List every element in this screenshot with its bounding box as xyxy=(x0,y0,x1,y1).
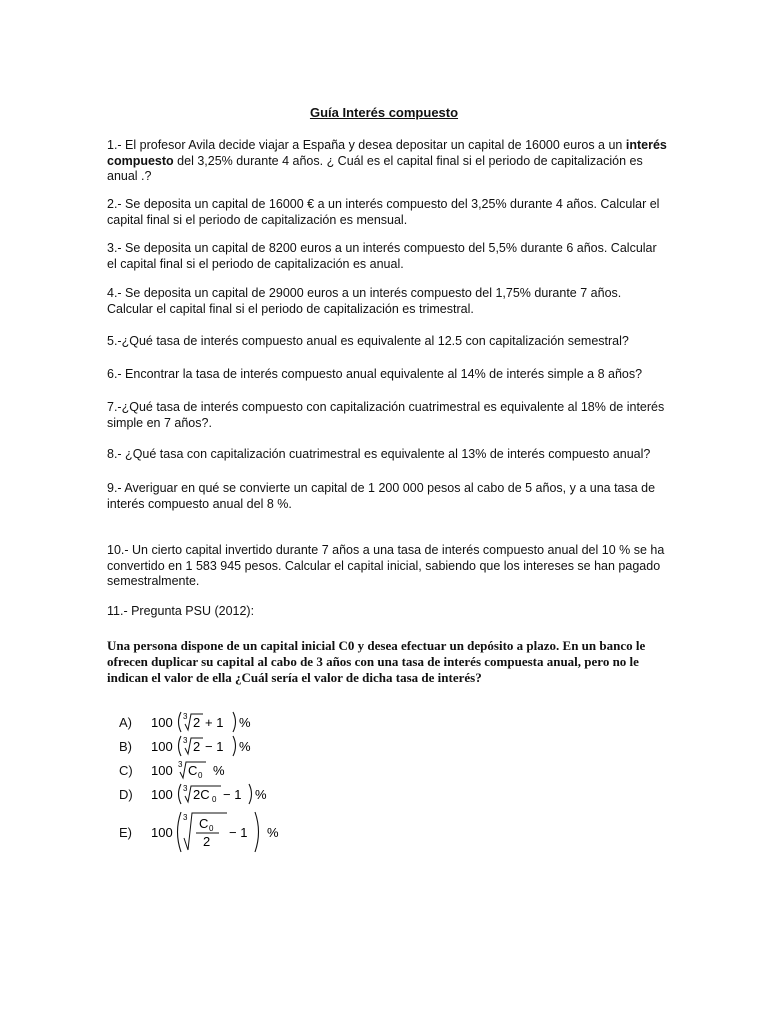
option-d-formula xyxy=(151,782,281,806)
option-d-pct: % xyxy=(255,787,267,802)
option-b-coef: 100 xyxy=(151,739,173,754)
question-1-text-b: del 3,25% durante 4 años. ¿ Cuál es el capital final si el periodo de capitalización es anual .? xyxy=(107,153,643,183)
option-c-sub: 0 xyxy=(198,771,203,780)
question-4: 4.- Se deposita un capital de 29000 euros a un interés compuesto del 1,75% durante 7 años. Calcular el capital final si el periodo de capitalización es trimestral. xyxy=(107,286,622,316)
option-d-index: 3 xyxy=(183,784,188,793)
option-a-index: 3 xyxy=(183,712,188,721)
option-a-pct: % xyxy=(239,715,251,730)
option-a-formula xyxy=(151,710,261,734)
option-c-label: C) xyxy=(119,762,133,778)
option-d-label: D) xyxy=(119,786,133,802)
question-7: 7.-¿Qué tasa de interés compuesto con capitalización cuatrimestral es equivalente al 18% de interés simple en 7 años?. xyxy=(107,400,665,430)
option-b-label: B) xyxy=(119,738,132,754)
option-d-radicand: 2C xyxy=(193,787,210,802)
option-d-tail: − 1 xyxy=(223,787,242,802)
option-e-den: 2 xyxy=(203,834,211,849)
option-b-index: 3 xyxy=(183,736,188,745)
page-title: Guía Interés compuesto xyxy=(309,105,459,120)
answer-options xyxy=(119,710,291,854)
option-d-coef: 100 xyxy=(151,787,173,802)
option-e-tail: − 1 xyxy=(229,825,248,840)
question-11: 11.- Pregunta PSU (2012): xyxy=(107,604,255,618)
option-e-formula xyxy=(151,810,291,854)
option-c-index: 3 xyxy=(178,760,183,769)
option-e-coef: 100 xyxy=(151,825,173,840)
question-8: 8.- ¿Qué tasa con capitalización cuatrimestral es equivalente al 13% de interés compuesto anual? xyxy=(107,447,651,461)
option-a-coef: 100 xyxy=(151,715,173,730)
question-5: 5.-¿Qué tasa de interés compuesto anual es equivalente al 12.5 con capitalización semestral? xyxy=(107,334,629,348)
option-e-sub: 0 xyxy=(209,824,214,833)
option-b-formula xyxy=(151,734,261,758)
option-c xyxy=(119,758,291,782)
option-b xyxy=(119,734,291,758)
question-1-bold: interés compuesto xyxy=(107,138,667,168)
option-a-label: A) xyxy=(119,714,132,730)
option-e-pct: % xyxy=(267,825,279,840)
question-10: 10.- Un cierto capital invertido durante 7 años a una tasa de interés compuesto anual del 10 % se ha convertido en 1 583 945 pesos. Calcular el capital inicial, sabiendo que los intereses se han pagado semestralmente. xyxy=(107,543,665,588)
option-e-num: C xyxy=(199,816,209,831)
option-d xyxy=(119,782,291,806)
option-a-tail: + 1 xyxy=(205,715,224,730)
question-6: 6.- Encontrar la tasa de interés compuesto anual equivalente al 14% de interés simple a 8 años? xyxy=(107,367,643,381)
option-a-radicand: 2 xyxy=(193,715,201,730)
question-2: 2.- Se deposita un capital de 16000 € a un interés compuesto del 3,25% durante 4 años. Calcular el capital final si el periodo de capitalización es mensual. xyxy=(107,197,660,227)
option-c-coef: 100 xyxy=(151,763,173,778)
option-b-tail: − 1 xyxy=(205,739,224,754)
option-b-pct: % xyxy=(239,739,251,754)
question-1-text-a: 1.- El profesor Avila decide viajar a España y desea depositar un capital de 16000 euros a un xyxy=(107,138,626,152)
question-1 xyxy=(107,138,667,185)
option-c-formula xyxy=(151,758,261,782)
question-3: 3.- Se deposita un capital de 8200 euros a un interés compuesto del 5,5% durante 6 años. Calcular el capital final si el periodo de capitalización es anual. xyxy=(107,241,657,271)
option-d-sub: 0 xyxy=(212,795,217,804)
psu-question-text: Una persona dispone de un capital inicial C0 y desea efectuar un depósito a plazo. En un banco le ofrecen duplicar su capital al cabo de 3 años con una tasa de interés compuesta anual, pero no le indican el valor de ella ¿Cuál sería el valor de dicha tasa de interés? xyxy=(107,638,646,685)
option-e-index: 3 xyxy=(183,813,188,822)
option-c-radicand: C xyxy=(188,763,198,778)
question-9: 9.- Averiguar en qué se convierte un capital de 1 200 000 pesos al cabo de 5 años, y a una tasa de interés compuesto anual del 8 %. xyxy=(107,481,656,511)
option-a xyxy=(119,710,291,734)
option-e xyxy=(119,810,291,854)
option-c-pct: % xyxy=(213,763,225,778)
option-e-label: E) xyxy=(119,824,132,840)
option-b-radicand: 2 xyxy=(193,739,201,754)
